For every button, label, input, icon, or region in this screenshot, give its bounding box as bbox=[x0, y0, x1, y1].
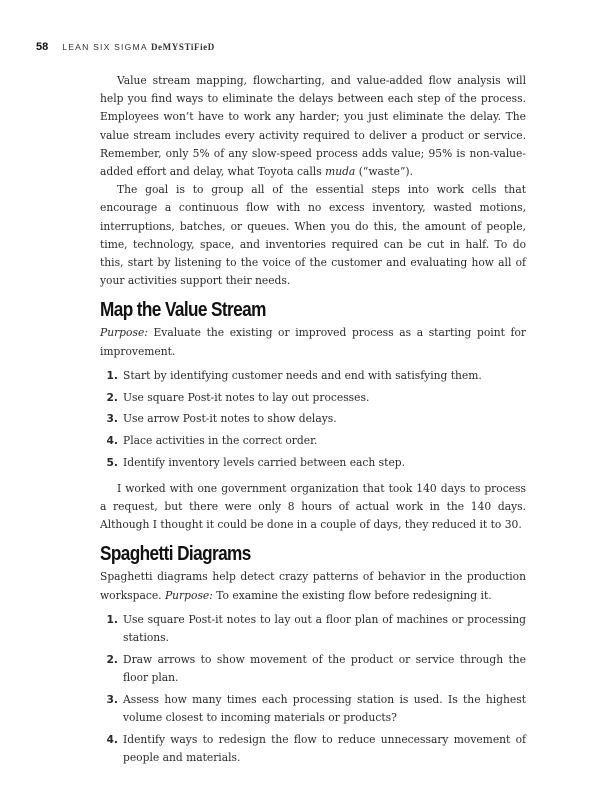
intro-paragraph-2: The goal is to group all of the essential steps into work cells that encourage a continuous flow with no excess inventory, wasted motions, interruptions, batches, or queues. When you do this, the amount of people, time, technology, space, and inventories required can be cut in half. To do this, start by listening to the voice of the customer and evaluating how all of your activities support their needs. bbox=[100, 183, 526, 288]
running-title bbox=[62, 42, 215, 52]
section1-purpose-text: Evaluate the existing or improved process as a starting point for improvement. bbox=[100, 326, 526, 358]
list-item bbox=[100, 651, 526, 687]
book-title: LEAN SIX SIGMA bbox=[62, 42, 148, 52]
list-item bbox=[100, 691, 526, 727]
section2-intro bbox=[100, 568, 526, 604]
list-item bbox=[100, 432, 526, 450]
step-text: Use square Post-it notes to lay out a floor plan of machines or processing stations. bbox=[123, 612, 526, 645]
section1-purpose-label: Purpose: bbox=[100, 326, 148, 340]
section-heading-map-value-stream: Map the Value Stream bbox=[100, 299, 266, 322]
intro-p1-term: muda bbox=[325, 165, 356, 179]
page-header bbox=[36, 41, 215, 53]
step-number: 1. bbox=[106, 612, 118, 626]
step-number: 4. bbox=[106, 732, 118, 746]
section1-steps-list bbox=[100, 367, 526, 472]
step-number: 1. bbox=[106, 368, 118, 382]
page-body bbox=[100, 72, 526, 775]
step-number: 2. bbox=[106, 390, 118, 404]
list-item bbox=[100, 454, 526, 472]
step-number: 3. bbox=[106, 692, 118, 706]
step-text: Identify ways to redesign the flow to reduce unnecessary movement of people and materials. bbox=[123, 732, 526, 764]
step-number: 3. bbox=[106, 412, 118, 426]
step-text: Draw arrows to show movement of the product or service through the floor plan. bbox=[123, 652, 526, 684]
section2-intro-text: Spaghetti diagrams help detect crazy patterns of behavior in the production workspace. bbox=[100, 570, 526, 602]
section2-purpose-label: Purpose: bbox=[164, 588, 213, 602]
step-number: 4. bbox=[106, 433, 118, 447]
intro-p1-text: Value stream mapping, flowcharting, and value-added flow analysis will help you find ways to eliminate the delays between each step of the process. Employees won’t have to work any harder; you just eliminate the delay. The value stream includes every activity required to deliver a product or service. Remember, only 5% of any slow-speed process adds value; 95% is non-value-added effort and delay, what Toyota calls bbox=[100, 74, 526, 179]
step-text: Use arrow Post-it notes to show delays. bbox=[123, 412, 337, 426]
intro-paragraph-1 bbox=[100, 72, 526, 181]
list-item bbox=[100, 731, 526, 767]
section1-purpose bbox=[100, 324, 526, 360]
list-item bbox=[100, 611, 526, 647]
section2-purpose-text: To examine the existing flow before redesigning it. bbox=[212, 588, 492, 602]
section2-steps-list bbox=[100, 611, 526, 767]
section1-example-paragraph: I worked with one government organization that took 140 days to process a request, but there were only 8 hours of actual work in the 140 days. Although I thought it could be done in a couple of days, they reduced it to 30. bbox=[100, 481, 526, 532]
section-heading-spaghetti-diagrams: Spaghetti Diagrams bbox=[100, 543, 251, 566]
step-text: Identify inventory levels carried between each step. bbox=[123, 455, 406, 469]
list-item bbox=[100, 367, 526, 385]
step-number: 2. bbox=[106, 652, 118, 666]
step-text: Place activities in the correct order. bbox=[123, 433, 318, 447]
series-brand: DeMYSTiFieD bbox=[150, 42, 215, 52]
list-item bbox=[100, 410, 526, 428]
step-text: Start by identifying customer needs and end with satisfying them. bbox=[123, 368, 482, 382]
step-text: Use square Post-it notes to lay out processes. bbox=[123, 390, 370, 404]
intro-p1-end: (“waste”). bbox=[355, 165, 413, 179]
step-number: 5. bbox=[106, 455, 118, 469]
page-number: 58 bbox=[36, 41, 49, 53]
step-text: Assess how many times each processing station is used. Is the highest volume closest to incoming materials or products? bbox=[123, 692, 526, 724]
list-item bbox=[100, 389, 526, 407]
